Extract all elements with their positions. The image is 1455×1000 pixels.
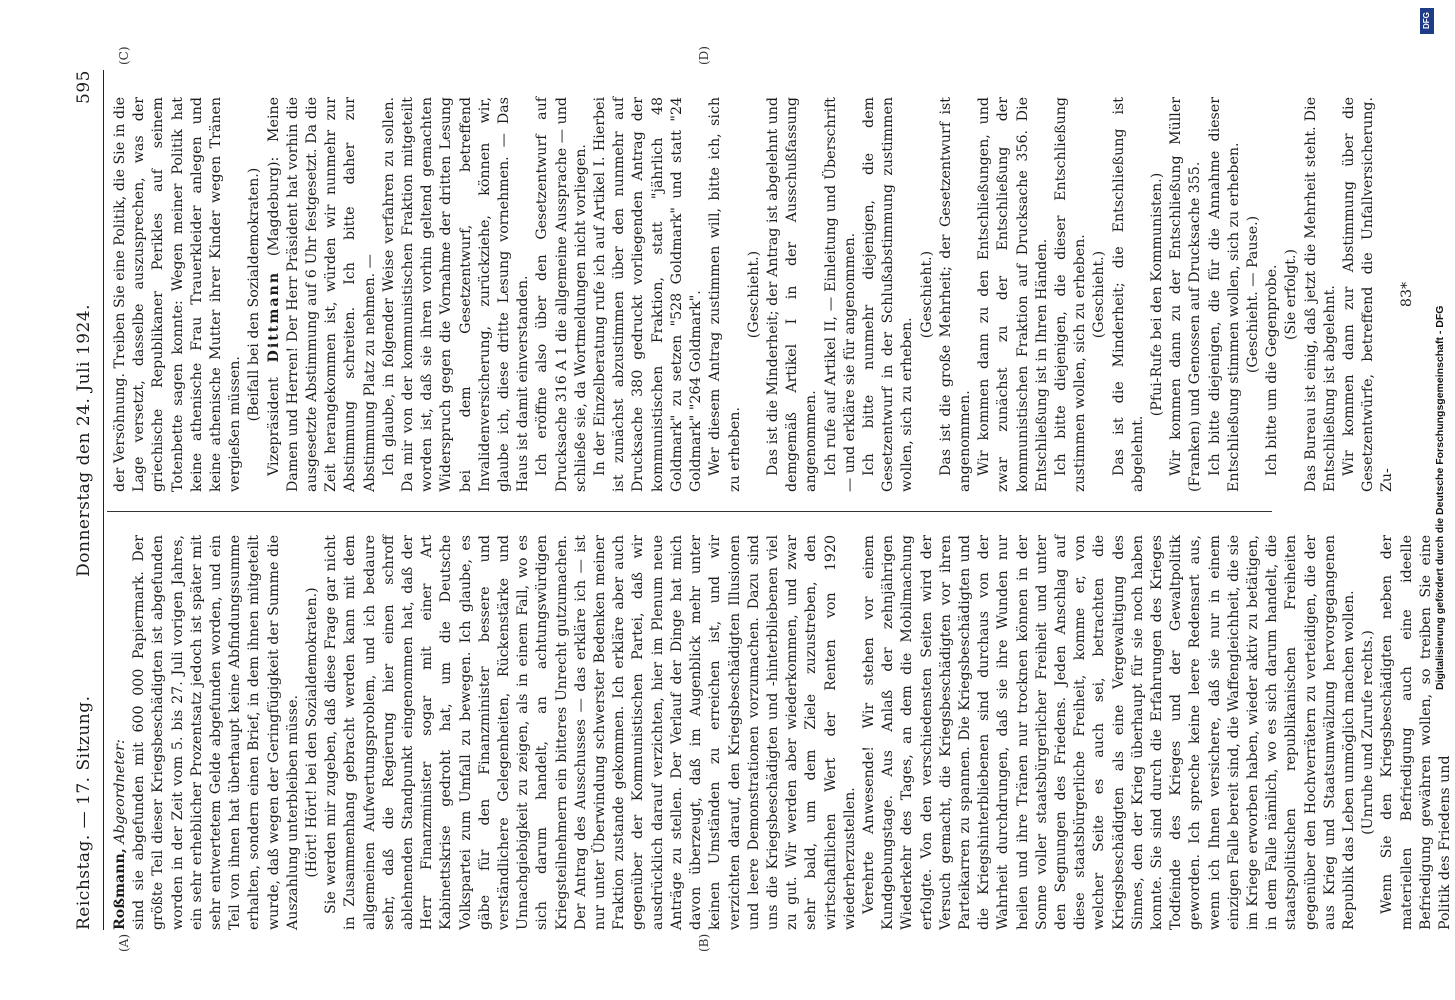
header-date: Donnerstag den 24. Juli 1924. <box>74 303 94 577</box>
left-column <box>111 535 1454 930</box>
paragraph <box>111 535 303 930</box>
dfg-logo: DFG <box>1420 8 1434 34</box>
margin-mark-c: (C) <box>117 46 131 65</box>
paragraph <box>265 97 380 492</box>
paragraph: Wenn Sie den Kriegsbeschädigten neben der materiellen Befriedigung auch eine ideelle Befriedigung gewähren wollen, so treiben Sie eine Politik des Friedens und <box>1379 535 1454 930</box>
margin-mark-b: (B) <box>697 933 711 952</box>
paragraph: Ich bitte nunmehr diejenigen, die dem Gesetzentwurf in der Schlußabstimmung zustimmen wollen, sich zu erheben. <box>860 97 916 492</box>
interjection: (Geschieht.) <box>918 250 935 339</box>
paragraph: Ich bitte diejenigen, die dieser Entschließung zustimmen wollen, sich zu erheben. <box>1052 97 1089 492</box>
interjection: (Unruhe und Zurufe rechts.) <box>1360 630 1377 835</box>
paragraph: Wir kommen dann zu den Entschließungen, und zwar zunächst zu der Entschließung der kommunistischen Fraktion auf Drucksache 356. Die Entschließung ist in Ihren Händen. <box>976 97 1050 492</box>
interjection: (Geschieht.) <box>745 250 762 339</box>
paragraph: Ich rufe auf Artikel II, — Einleitung und Überschrift — und erkläre sie für angenommen. <box>822 97 858 492</box>
paragraph: der Versöhnung. Treiben Sie eine Politik, die Sie in die Lage versetzt, dasselbe auszusprechen, was der griechische Republikaner Perikles auf seinem Totenbette sagen konnte: Wegen meiner Politik hat keine athenische Frau Trauerkleider anlegen und keine athenische Mutter ihrer Kinder wegen Tränen vergießen müssen. <box>112 97 244 492</box>
interjection: (Geschieht. — Pause.) <box>1244 215 1261 374</box>
footer-mark: 83* <box>1398 281 1415 308</box>
paragraph: Wir kommen dann zur Abstimmung über die Gesetzentwürfe, betreffend die Unfallversicherung. Zu- <box>1341 97 1396 492</box>
paragraph-text: Meine Damen und Herren! Der Herr Präsident hat vorhin die ausgesetzte Abstimmung auf 6 Uhr festgesetzt. Da die Zeit herangekommen ist, würden wir nunmehr zur Abstimmung schreiten. Ich bitte daher zur Abstimmung Platz zu nehmen. — <box>265 96 378 492</box>
margin-mark-a: (A) <box>117 933 131 952</box>
header-right <box>75 70 94 577</box>
speaker-prefix: Vizepräsident <box>265 377 282 476</box>
right-column <box>111 96 1415 492</box>
paragraph-text: sind sie abgefunden mit 600 000 Papiermark. Der größte Teil dieser Kriegsbeschädigten ist abgefunden worden in der Zeit vom 5. bis 27. Juli vorigen Jahres, ein sehr erheblicher Prozentsatz jedoch ist später mit sehr entwertetem Gelde abgefunden worden, und ein Teil von ihnen hat überhaupt keine Abfindungssumme erhalten, sondern einen Brief, in dem ihnen mitgeteilt wurde, daß wegen der Geringfügigkeit der Summe die Auszahlung unterbleiben müsse. <box>131 535 301 930</box>
paragraph: Verehrte Anwesende! Wir stehen vor einem Kundgebungstage. Aus Anlaß der zehnjährigen Wiederkehr des Tages, an dem die Mobilmachung erfolgte. Von den verschiedensten Seiten wird der Versuch gemacht, die Kriegsbeschädigten vor ihren Parteikarren zu spannen. Die Kriegsbeschädigten und die Kriegshinterbliebenen sind durchaus von der Wahrheit durchdrungen, daß sie ihre Wunden nur heilen und ihre Tränen nur trocknen können in der Sonne voller staatsbürgerlicher Freiheit und unter den Segnungen des Friedens. Jeden Anschlag auf diese staatsbürgerliche Freiheit, komme er, von welcher Seite es auch sei, betrachten die Kriegsbeschädigten als eine Vergewaltigung des Sinnes, den der Krieg überhaupt für sie noch haben konnte. Sie sind durch die Erfahrungen des Krieges Todfeinde des Krieges und der Gewaltpolitik geworden. Ich spreche keine leere Redensart aus, wenn ich Ihnen versichere, daß sie nur in einem einzigen Falle bereit sind, die Waffengleichheit, die sie im Kriege erworben haben, wieder aktiv zu betätigen, in dem Falle nämlich, wo es sich darum handelt, die staatspolitischen republikanischen Freiheiten gegenüber den Hochverrätern zu verteidigen, die der aus Krieg und Staatsumwälzung hervorgegangenen Republik das Leben unmöglich machen wollen. <box>860 535 1357 930</box>
paragraph: Das Bureau ist einig, daß jetzt die Mehrheit steht. Die Entschließung ist abgelehnt. <box>1302 97 1338 492</box>
paragraph: Das ist die Minderheit; die Entschließung ist abgelehnt. <box>1110 97 1146 492</box>
interjection: (Beifall bei den Sozialdemokraten.) <box>246 167 263 422</box>
header-left: Reichstag. — 17. Sitzung. <box>74 695 94 930</box>
page-header <box>75 70 101 930</box>
speaker-role: Abgeordneter: <box>112 739 128 844</box>
speaker-role: (Magdeburg): <box>265 156 282 257</box>
page-number: 595 <box>74 70 94 104</box>
paragraph: Ich eröffne also über den Gesetzentwurf auf Drucksache 316 A 1 die allgemeine Aussprache — und schließe sie, da Wortmeldungen nicht vorliegen. <box>534 97 589 492</box>
dfg-funding-note: Digitalisierung gefördert durch die Deutsche Forschungsgemeinschaft - DFG <box>1434 305 1446 690</box>
speaker-name: Dittmann <box>265 270 282 363</box>
paragraph: Sie werden mir zugeben, daß diese Frage gar nicht in Zusammenhang gebracht werden kann mit dem allgemeinen Aufwertungsproblem, und ich bedaure sehr, daß die Regierung hier einen schroff ablehnenden Standpunkt eingenommen hat, daß der Herr Finanzminister sogar mit einer Art Kabinettskrise gedroht hat, um die Deutsche Volkspartei zum Umfall zu bewegen. Ich glaube, es gäbe für den Finanzminister bessere und verständlichere Gelegenheiten, Rückenstärke und Unnachgiebigkeit zu zeigen, als in einem Fall, wo es sich darum handelt, an achtungswürdigen Kriegsteilnehmern ein bitteres Unrecht gutzumachen. Der Antrag des Ausschusses — das erkläre ich — ist nur unter Überwindung schwerster Bedenken meiner Fraktion zustande gekommen. Ich erkläre aber auch gegenüber der Kommunistischen Partei, daß wir ausdrücklich darauf verzichten, hier im Plenum neue Anträge zu stellen. Der Verlauf der Dinge hat mich davon überzeugt, daß im Augenblick mehr unter keinen Umständen zu erreichen ist, und wir verzichten darauf, den Kriegsbeschädigten Illusionen und leere Demonstrationen vorzumachen. Dazu sind uns die Kriegsbeschädigten und -hinterbliebenen viel zu gut. Wir werden aber wiederkommen, und zwar sehr bald, um dem Ziele zuzustreben, den wirtschaftlichen Wert der Renten von 1920 wiederherzustellen. <box>323 535 858 930</box>
column-rule <box>107 511 1272 512</box>
paragraph: Das ist die große Mehrheit; der Gesetzentwurf ist angenommen. <box>937 97 973 492</box>
paragraph: Ich bitte um die Gegenprobe. <box>1264 264 1281 476</box>
paragraph: In der Einzelberatung rufe ich auf Artikel I. Hierbei ist zunächst abzustimmen über den nunmehr auf Drucksache 380 gedruckt vorliegenden Antrag der kommunistischen Fraktion, statt "jährlich 48 Goldmark" zu setzen "528 Goldmark" und statt "24 Goldmark" "264 Goldmark". <box>592 97 705 492</box>
paragraph: Wer diesem Antrag zustimmen will, bitte ich, sich zu erheben. <box>707 97 743 492</box>
interjection: (Sie erfolgt.) <box>1283 248 1300 341</box>
interjection: (Hört! Hört! bei den Sozialdemokraten.) <box>304 587 321 878</box>
paragraph: Ich glaube, in folgender Weise verfahren zu sollen. Da mir von der kommunistischen Fraktion mitgeteilt worden ist, daß sie ihren vorhin geltend gemachten Widerspruch gegen die Vornahme der dritten Lesung bei dem Gesetzentwurf, betreffend Invalidenversicherung, zurückziehe, können wir, glaube ich, diese dritte Lesung vornehmen. — Das Haus ist damit einverstanden. <box>380 97 532 492</box>
paragraph: Ich bitte diejenigen, die für die Annahme dieser Entschließung stimmen wollen, sich zu erheben. <box>1206 97 1242 492</box>
speaker-name: Roßmann, <box>112 848 128 930</box>
paragraph: Das ist die Minderheit; der Antrag ist abgelehnt und demgemäß Artikel I in der Ausschußfassung angenommen. <box>764 97 820 492</box>
margin-mark-d: (D) <box>697 46 711 65</box>
paragraph: Wir kommen dann zu der Entschließung Müller (Franken) und Genossen auf Drucksache 355. <box>1168 97 1204 492</box>
interjection: (Geschieht.) <box>1091 250 1108 339</box>
interjection: (Pfui-Rufe bei den Kommunisten.) <box>1148 172 1165 417</box>
header-rule <box>103 70 104 930</box>
